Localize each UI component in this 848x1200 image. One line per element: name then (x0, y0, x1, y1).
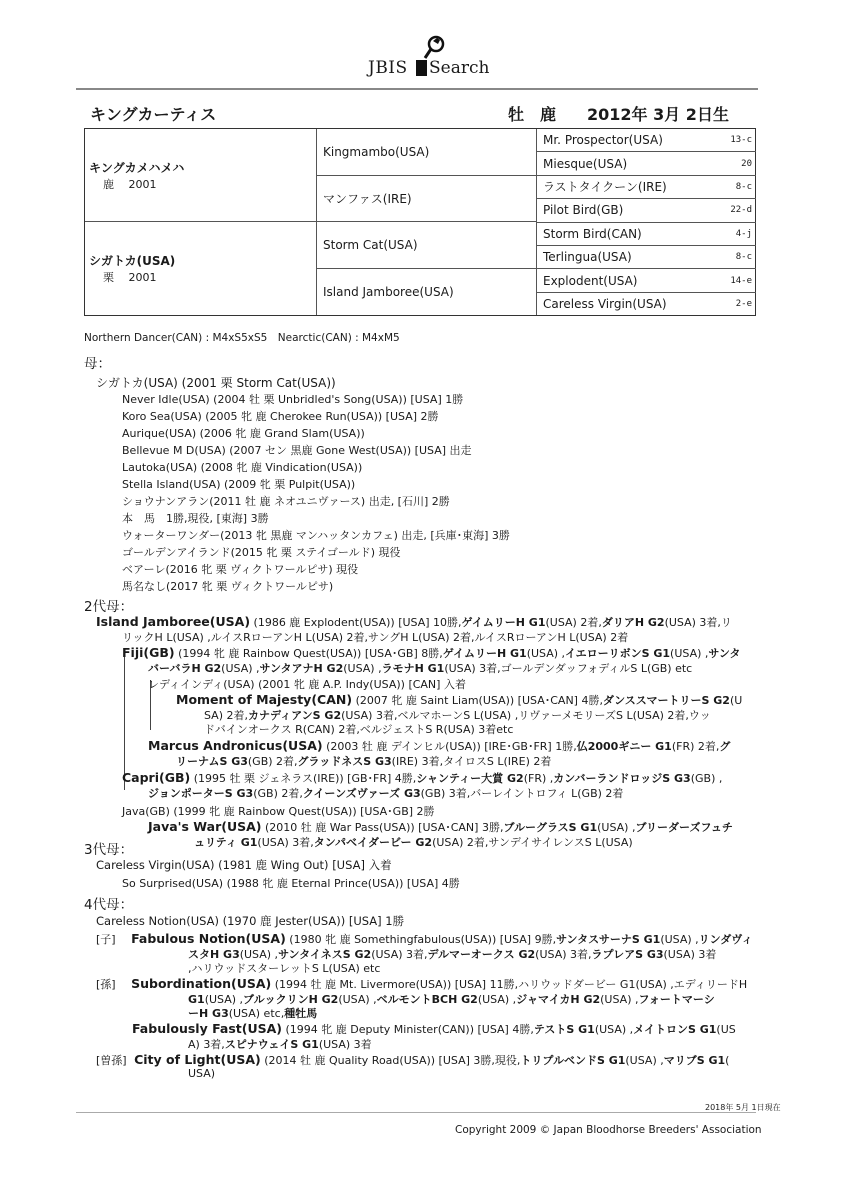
dam-name: シガトカ(USA) (89, 254, 176, 268)
race-name-bold: グ (719, 740, 731, 753)
family-number: 13-c (730, 135, 752, 146)
entry-text: (USA) 3着, (257, 836, 314, 849)
pedigree-gen3-cell (537, 129, 756, 152)
second-dam-entry (96, 614, 732, 630)
gen3-name: Mr. Prospector(USA) (543, 133, 663, 148)
entry-continuation: ドバインオークス R(CAN) 2着,ベルジェストS R(USA) 3着etc (204, 723, 514, 736)
descendant-entry (122, 645, 740, 661)
entry-text: (2010 牡 鹿 War Pass(USA)) [USA･CAN] 3勝, (261, 821, 504, 834)
race-name-bold: サンタイネスS G2 (278, 948, 372, 961)
fourth-dam-heading: 4代母： (84, 897, 134, 913)
entry-text: (USA) , (597, 821, 636, 834)
race-name-bold: ベルモントBCH G2 (376, 993, 478, 1006)
pedigree-gen3-cell (537, 269, 756, 292)
entry-text: (USA) 3着 (663, 948, 717, 961)
entry-continuation (194, 834, 633, 850)
foal-entry: Stella Island(USA) (2009 牝 栗 Pulpit(USA)) (122, 478, 356, 491)
race-name-bold: ブルックリンH G2 (243, 993, 339, 1006)
entry-text: (USA) 3着,ゴールデンダッフォディルS L(GB) etc (444, 662, 693, 675)
race-name-bold: ダンススマートリーS G2 (602, 694, 730, 707)
generation-tag: [子] (96, 933, 116, 946)
race-name-bold: スタH G3 (188, 948, 240, 961)
horse-name-bold: Subordination(USA) (131, 976, 272, 991)
entry-continuation (176, 753, 551, 769)
entry-text: (2003 牡 鹿 デインヒル(USA)) [IRE･GB･FR] 1勝, (322, 740, 577, 753)
race-name-bold: ジャマイカH G2 (516, 993, 601, 1006)
entry-text: (2007 牝 鹿 Saint Liam(USA)) [USA･CAN] 4勝, (352, 694, 603, 707)
race-name-bold: ジョンポーターS G3 (148, 787, 254, 800)
gen3-name: ラストタイクーン(IRE) (543, 180, 667, 195)
generation-tag: [曽孫] (96, 1054, 127, 1067)
foal-entry: Koro Sea(USA) (2005 牝 鹿 Cherokee Run(USA)) [USA] 2勝 (122, 410, 439, 423)
fourth-dam-entry: Careless Notion(USA) (1970 鹿 Jester(USA)) [USA] 1勝 (96, 914, 405, 928)
gen3-name: Terlingua(USA) (543, 250, 632, 265)
entry-text: (USA) , (670, 647, 709, 660)
entry-text: (USA) 3着, (371, 948, 428, 961)
pedigree-gen2-cell: Kingmambo(USA) (317, 129, 537, 176)
race-name-bold: サンタ (708, 647, 741, 660)
gen3-name: Miesque(USA) (543, 156, 628, 171)
entry-text: (GB) 2着, (247, 755, 298, 768)
jbis-logo (368, 34, 498, 82)
race-name-bold: デルマーオークス G2 (427, 948, 536, 961)
entry-text: (FR) , (523, 772, 554, 785)
sire-name: キングカメハメハ (89, 160, 185, 175)
foal-entry: ウォーターワンダー(2013 牝 黒鹿 マンハッタンカフェ) 出走, [兵庫･東海] 3勝 (122, 529, 510, 542)
race-name-bold: ダリアH G2 (601, 616, 665, 629)
entry-text: (1994 牝 鹿 Deputy Minister(CAN)) [USA] 4勝, (282, 1023, 534, 1036)
entry-text: (1980 牝 鹿 Somethingfabulous(USA)) [USA] 9勝, (285, 933, 557, 946)
descendant-entry (96, 1052, 729, 1068)
descent-line (124, 650, 125, 790)
entry-text: (USA) , (625, 1054, 664, 1067)
horse-birth-date: 2012年 3月 2日生 (587, 105, 729, 124)
entry-text: (USA) , (600, 993, 639, 1006)
entry-text: ( (725, 1054, 730, 1067)
pedigree-gen3-cell (537, 293, 756, 316)
entry-text: (GB) , (690, 772, 723, 785)
entry-continuation (188, 1036, 372, 1052)
entry-text: (1995 牡 栗 ジェネラス(IRE)) [GB･FR] 4勝, (190, 772, 417, 785)
second-dam-heading: 2代母： (84, 599, 134, 615)
entry-text: (FR) 2着, (671, 740, 720, 753)
race-name-bold: トリプルベンドS G1 (520, 1054, 626, 1067)
entry-text: (USA) , (660, 933, 699, 946)
pedigree-gen3-cell (537, 223, 756, 246)
foal-entry: Bellevue M D(USA) (2007 セン 黒鹿 Gone West(USA)) [USA] 出走 (122, 444, 472, 457)
horse-name-bold: City of Light(USA) (134, 1052, 261, 1067)
descendant-entry (176, 692, 742, 708)
entry-text: (USA) , (343, 662, 382, 675)
descendant-entry (148, 819, 733, 835)
race-name-bold: グラッドネスS G3 (297, 755, 392, 768)
race-name-bold: メイトロンS G1 (633, 1023, 717, 1036)
horse-name: キングカーティス (90, 105, 217, 124)
race-name-bold: ーH G3 (188, 1007, 229, 1020)
entry-text: SA) 2着, (204, 709, 248, 722)
pedigree-gen2-cell: Island Jamboree(USA) (317, 269, 537, 315)
race-name-bold: ゲイムリーH G1 (442, 647, 527, 660)
copyright: Copyright 2009 © Japan Bloodhorse Breeders' Association (455, 1124, 762, 1136)
pedigree-dam-cell (85, 222, 317, 315)
header-divider (76, 88, 758, 90)
pedigree-gen3-cell (537, 246, 756, 269)
entry-text: (GB) 3着,バーレイントロフィ L(GB) 2着 (420, 787, 624, 800)
footer-divider (76, 1112, 756, 1113)
sire-label-bold: 種牡馬 (284, 1007, 318, 1020)
descendant-entry: Java(GB) (1999 牝 鹿 Rainbow Quest(USA)) [USA･GB] 2勝 (122, 805, 435, 818)
race-name-bold: マリブS G1 (663, 1054, 726, 1067)
gen3-name: Storm Bird(CAN) (543, 226, 642, 241)
foal-entry-self: 本 馬 1勝,現役, [東海] 3勝 (122, 512, 269, 525)
race-name-bold: リーナムS G3 (176, 755, 248, 768)
entry-text: (USA) 3着, (535, 948, 592, 961)
descendant-entry: レディインディ(USA) (2001 牝 鹿 A.P. Indy(USA)) [CAN] 入着 (148, 678, 466, 691)
race-name-bold: ブリーダーズフュチ (635, 821, 733, 834)
race-name-bold: スピナウェイS G1 (224, 1038, 319, 1051)
entry-continuation: ,ハリウッドスターレットS L(USA) etc (188, 962, 381, 975)
race-name-bold: テストS G1 (533, 1023, 595, 1036)
race-name-bold: G1 (188, 993, 205, 1006)
descendant-entry: So Surprised(USA) (1988 牝 鹿 Eternal Prince(USA)) [USA] 4勝 (122, 877, 460, 890)
third-dam-entry: Careless Virgin(USA) (1981 鹿 Wing Out) [USA] 入着 (96, 858, 392, 872)
logo-search-text: Search (429, 58, 490, 78)
descendant-entry (122, 770, 722, 786)
logo-jbis-text: JBIS (368, 58, 408, 78)
third-dam-heading: 3代母： (84, 842, 134, 858)
race-name-bold: ラモナH G1 (381, 662, 445, 675)
horse-name-bold: Moment of Majesty(CAN) (176, 692, 353, 707)
entry-text: (2014 牡 鹿 Quality Road(USA)) [USA] 3勝,現役, (260, 1054, 521, 1067)
entry-text: (USA) , (594, 1023, 634, 1036)
inbreeding-note: Northern Dancer(CAN) : M4xS5xS5 Nearctic(CAN) : M4xM5 (84, 332, 400, 344)
family-number: 22-d (730, 205, 752, 216)
race-name-bold: ュリティ G1 (194, 836, 258, 849)
pedigree-gen2-cell: Storm Cat(USA) (317, 222, 537, 269)
pedigree-gen3-cell (537, 176, 756, 199)
horse-name-bold: Fabulously Fast(USA) (132, 1021, 282, 1036)
race-name-bold: タンパベイダービー G2 (313, 836, 433, 849)
gen3-name: Explodent(USA) (543, 273, 638, 288)
entry-text: (USA) , (221, 662, 260, 675)
gen3-name: Pilot Bird(GB) (543, 203, 624, 218)
race-name-bold: ブルーグラスS G1 (503, 821, 598, 834)
dam-line: シガトカ(USA) (2001 栗 Storm Cat(USA)) (96, 376, 336, 390)
race-name-bold: リンダヴィ (698, 933, 753, 946)
entry-text: (USA) , (526, 647, 566, 660)
entry-text: (USA) 3着,ベルマホーンS L(USA) ,リヴァーメモリーズS L(USA) 2着,ウッ (341, 709, 711, 722)
foal-entry: ショウナンアラン(2011 牡 鹿 ネオユニヴァース) 出走, [石川] 2勝 (122, 495, 450, 508)
entry-continuation (148, 785, 623, 801)
family-number: 4-j (735, 228, 752, 239)
horse-name-bold: Marcus Andronicus(USA) (148, 738, 323, 753)
pedigree-sire-cell (85, 129, 317, 222)
descendant-entry (148, 738, 730, 754)
race-name-bold: バーバラH G2 (148, 662, 222, 675)
family-number: 2-e (735, 299, 752, 310)
entry-text: (1994 牝 鹿 Rainbow Quest(USA)) [USA･GB] 8勝, (174, 647, 443, 660)
race-name-bold: サンタアナH G2 (259, 662, 344, 675)
race-name-bold: フォートマーシ (638, 993, 715, 1006)
entry-text: (USA) 3着 (318, 1038, 372, 1051)
race-name-bold: クイーンズヴァーズ G3 (302, 787, 421, 800)
family-number: 8-c (735, 181, 752, 192)
entry-text: (USA) , (204, 993, 244, 1006)
horse-name-bold: Fiji(GB) (122, 645, 175, 660)
family-number: 8-c (735, 252, 752, 263)
entry-text: (U (729, 694, 743, 707)
dam-info: 栗 2001 (103, 271, 157, 284)
foal-entry: ベアーレ(2016 牝 栗 ヴィクトワールピサ) 現役 (122, 563, 359, 576)
generation-tag: [孫] (96, 978, 116, 991)
foal-entry: Never Idle(USA) (2004 牡 栗 Unbridled's Song(USA)) [USA] 1勝 (122, 393, 464, 406)
entry-text: (USA) 3着,リ (664, 616, 732, 629)
as-of-date: 2018年 5月 1日現在 (705, 1103, 781, 1112)
entry-text: (USA) , (338, 993, 377, 1006)
family-number: 20 (741, 158, 752, 169)
pedigree-gen3-cell (537, 199, 756, 222)
race-name-bold: カナディアンS G2 (248, 709, 342, 722)
race-name-bold: シャンティー大賞 G2 (416, 772, 524, 785)
entry-text: (USA) , (477, 993, 517, 1006)
horse-name-bold: Island Jamboree(USA) (96, 614, 251, 629)
race-name-bold: イエローリボンS G1 (565, 647, 671, 660)
horse-sex-color: 牡鹿 (508, 105, 573, 124)
entry-continuation: リックH L(USA) ,ルイスRローアンH L(USA) 2着,サングH L(USA) 2着,ルイスRローアンH L(USA) 2着 (122, 631, 629, 644)
race-name-bold: ゲイムリーH G1 (461, 616, 546, 629)
family-number: 14-e (730, 275, 752, 286)
entry-continuation (148, 660, 692, 676)
entry-text: (USA) 2着,サンデイサイレンスS L(USA) (432, 836, 633, 849)
horse-name-bold: Java's War(USA) (148, 819, 262, 834)
pedigree-table (84, 128, 756, 316)
entry-continuation: USA) (188, 1067, 216, 1080)
entry-text: (IRE) 3着,タイロスS L(IRE) 2着 (391, 755, 552, 768)
entry-text: (1986 鹿 Explodent(USA)) [USA] 10勝, (250, 616, 462, 629)
descendant-entry (132, 1021, 736, 1037)
foal-entry: ゴールデンアイランド(2015 牝 栗 ステイゴールド) 現役 (122, 546, 401, 559)
pedigree-gen2-cell: マンファス(IRE) (317, 176, 537, 222)
race-name-bold: 仏2000ギニー G1 (576, 740, 672, 753)
entry-text: (GB) 2着, (253, 787, 303, 800)
foal-entry: 馬名なし(2017 牝 栗 ヴィクトワールピサ) (122, 580, 334, 593)
dam-heading: 母： (84, 356, 111, 372)
entry-text: (1994 牡 鹿 Mt. Livermore(USA)) [USA] 11勝,ハリウッドダービー G1(USA) ,エディリードH (271, 978, 748, 991)
entry-text: (USA) , (239, 948, 279, 961)
entry-text: A) 3着, (188, 1038, 225, 1051)
entry-text: (USA) etc, (228, 1007, 285, 1020)
gen3-name: Careless Virgin(USA) (543, 297, 667, 312)
logo-block (416, 60, 427, 76)
foal-entry: Lautoka(USA) (2008 牝 鹿 Vindication(USA)) (122, 461, 363, 474)
horse-name-bold: Capri(GB) (122, 770, 191, 785)
race-name-bold: カンバーランドロッジS G3 (553, 772, 691, 785)
entry-continuation (188, 1005, 317, 1021)
descendant-entry (96, 931, 753, 947)
foal-entry: Aurique(USA) (2006 牝 鹿 Grand Slam(USA)) (122, 427, 365, 440)
entry-text: (USA) 2着, (545, 616, 602, 629)
horse-name-bold: Fabulous Notion(USA) (131, 931, 286, 946)
pedigree-gen3-cell (537, 152, 756, 175)
descendant-entry (96, 976, 747, 992)
race-name-bold: サンタスサーナS G1 (556, 933, 661, 946)
race-name-bold: ラプレアS G3 (591, 948, 664, 961)
sire-info: 鹿 2001 (103, 177, 157, 191)
entry-text: (US (716, 1023, 736, 1036)
